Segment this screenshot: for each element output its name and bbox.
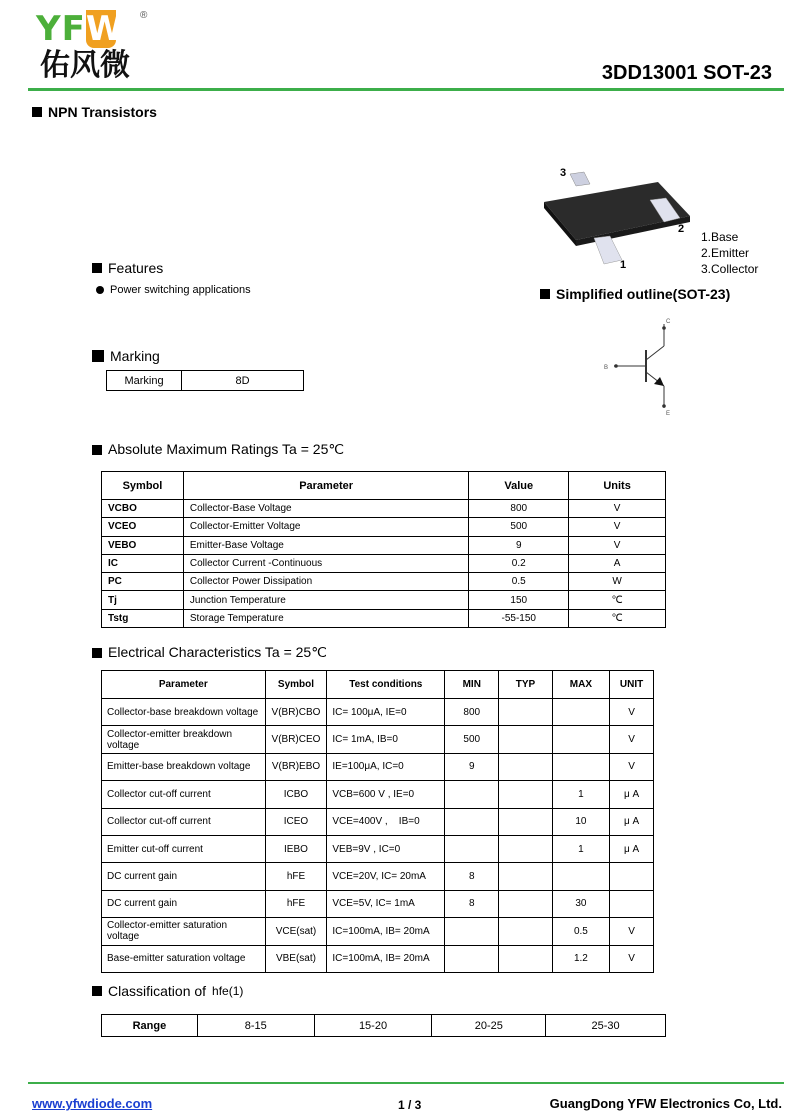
logo-chinese: 佑风微 [40,48,130,83]
company-logo [36,10,156,88]
table-row: Tstg Storage Temperature -55-150 ℃ [102,609,666,627]
square-bullet-icon [32,107,42,117]
header-divider [28,88,784,91]
registered-mark: ® [140,10,148,21]
npn-heading: NPN Transistors [32,104,157,120]
square-bullet-icon [92,263,102,273]
pin-label-emitter: 2.Emitter [701,246,750,260]
pin-labels [701,229,758,277]
symbol-label-e: E [666,411,671,416]
symbol-label-c: C [666,319,671,325]
classification-table [101,1014,666,1037]
part-title: 3DD13001 SOT-23 [601,62,772,84]
company-name: GuangDong YFW Electronics Co, Ltd. [549,1096,782,1111]
features-heading: Features [92,260,163,276]
abs-max-heading: Absolute Maximum Ratings Ta = 25℃ [92,441,344,458]
table-row: VCBO Collector-Base Voltage 800 V [102,500,666,518]
page-number: 1 / 3 [398,1098,422,1112]
footer-divider [28,1082,784,1084]
table-header-row: Parameter Symbol Test conditions MIN TYP MAX UNIT [102,671,654,699]
table-row: Emitter-base breakdown voltage V(BR)EBO IE=100μA, IC=0 9 V [102,753,654,780]
pin-number-1: 1 [620,259,627,270]
abs-max-table [101,471,666,628]
marking-value: 8D [182,371,304,391]
table-row: Collector-emitter breakdown voltage V(BR)CEO IC= 1mA, IB=0 500 V [102,726,654,753]
square-bullet-icon [92,648,102,658]
round-bullet-icon [96,286,104,294]
npn-transistor-symbol [600,316,680,416]
table-row: Tj Junction Temperature 150 ℃ [102,591,666,609]
elec-char-heading: Electrical Characteristics Ta = 25℃ [92,644,327,661]
square-bullet-icon [92,445,102,455]
elec-char-table [101,670,654,973]
table-row: VEBO Emitter-Base Voltage 9 V [102,536,666,554]
table-row: VCEO Collector-Emitter Voltage 500 V [102,518,666,536]
symbol-label-b: B [604,365,609,371]
marking-table [106,370,304,391]
table-row: Collector-emitter saturation voltage VCE(sat) IC=100mA, IB= 20mA 0.5 V [102,918,654,945]
pin-number-2: 2 [678,223,685,235]
square-bullet-icon [92,350,104,362]
table-row: Base-emitter saturation voltage VBE(sat) IC=100mA, IB= 20mA 1.2 V [102,945,654,972]
table-row: DC current gain hFE VCE=5V, IC= 1mA 8 30 [102,890,654,917]
table-row: Range 8-15 15-20 20-25 25-30 [102,1015,666,1037]
marking-heading: Marking [92,348,160,364]
logo-latin: YFW [36,9,125,49]
table-row: Emitter cut-off current IEBO VEB=9V , IC=0 1 μ A [102,835,654,862]
table-row: DC current gain hFE VCE=20V, IC= 20mA 8 [102,863,654,890]
pin-label-base: 1.Base [701,230,739,244]
table-row: PC Collector Power Dissipation 0.5 W [102,573,666,591]
website-link[interactable]: www.yfwdiode.com [32,1096,153,1111]
marking-label: Marking [107,371,182,391]
feature-item: Power switching applications [96,284,251,296]
square-bullet-icon [540,289,550,299]
classification-heading: Classification of hfe(1) [92,983,243,999]
pin-number-3: 3 [560,167,567,179]
table-row: Collector cut-off current ICEO VCE=400V , IB=0 10 μ A [102,808,654,835]
square-bullet-icon [92,986,102,996]
outline-heading: Simplified outline(SOT-23) [540,286,730,302]
table-row: IC Collector Current -Continuous 0.2 A [102,554,666,572]
sot23-package-image [540,160,700,270]
table-row: Collector-base breakdown voltage V(BR)CBO IC= 100μA, IE=0 800 V [102,699,654,726]
table-header-row: Symbol Parameter Value Units [102,472,666,500]
pin-label-collector: 3.Collector [701,262,759,276]
table-row: Collector cut-off current ICBO VCB=600 V , IE=0 1 μ A [102,781,654,808]
